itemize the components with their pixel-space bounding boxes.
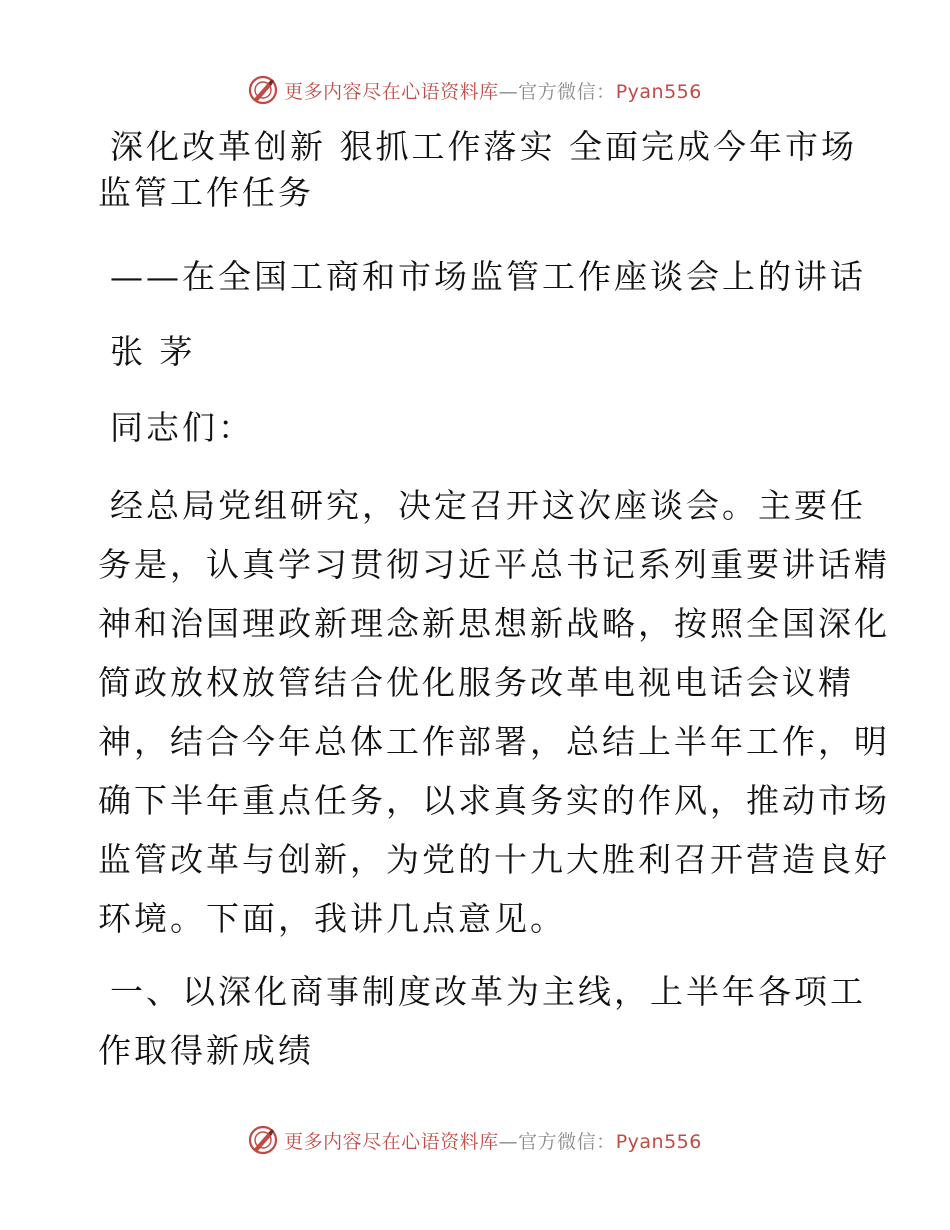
watermark-site-name: 更多内容尽在心语资料库 xyxy=(284,80,499,103)
header-watermark-banner xyxy=(0,70,950,110)
intro-line: 监管改革与创新，为党的十九大胜利召开营造良好 xyxy=(98,840,890,879)
watermark-wechat-id: Pyan556 xyxy=(615,1130,702,1153)
intro-line: 确下半年重点任务，以求真务实的作风，推动市场 xyxy=(98,781,890,820)
watermark-wechat-label: —官方微信： xyxy=(498,1130,616,1153)
watermark-text xyxy=(284,1127,702,1154)
title-block xyxy=(98,124,857,216)
watermark-content xyxy=(248,1125,702,1155)
section-heading-line: 作取得新成绩 xyxy=(98,1031,314,1070)
watermark-wechat-id: Pyan556 xyxy=(615,80,702,103)
intro-line: 简政放权放管结合优化服务改革电视电话会议精 xyxy=(98,663,854,702)
title-line-2: 监管工作任务 xyxy=(98,173,314,212)
watermark-content xyxy=(248,75,702,105)
pen-logo-icon xyxy=(248,1125,278,1155)
intro-line: 务是，认真学习贯彻习近平总书记系列重要讲话精 xyxy=(98,545,890,584)
section-1-heading xyxy=(98,962,866,1080)
watermark-site-name: 更多内容尽在心语资料库 xyxy=(284,1130,499,1153)
author-block xyxy=(98,329,196,375)
author: 张 茅 xyxy=(110,332,196,371)
intro-line: 神，结合今年总体工作部署，总结上半年工作，明 xyxy=(98,722,890,761)
pen-logo-icon xyxy=(248,75,278,105)
intro-line: 经总局党组研究，决定召开这次座谈会。主要任 xyxy=(110,486,866,525)
section-heading-line: 一、以深化商事制度改革为主线，上半年各项工 xyxy=(110,972,866,1011)
watermark-text xyxy=(284,77,702,104)
intro-line: 环境。下面，我讲几点意见。 xyxy=(98,899,566,938)
title-line-1: 深化改革创新 狠抓工作落实 全面完成今年市场 xyxy=(110,127,857,166)
salutation: 同志们： xyxy=(110,408,254,447)
watermark-wechat-label: —官方微信： xyxy=(498,80,616,103)
intro-line: 神和治国理政新理念新思想新战略，按照全国深化 xyxy=(98,604,890,643)
footer-watermark-banner xyxy=(0,1120,950,1160)
intro-paragraph xyxy=(98,476,890,948)
subtitle: ——在全国工商和市场监管工作座谈会上的讲话 xyxy=(110,257,866,296)
subtitle-block xyxy=(98,254,866,300)
salutation-block xyxy=(98,405,254,451)
